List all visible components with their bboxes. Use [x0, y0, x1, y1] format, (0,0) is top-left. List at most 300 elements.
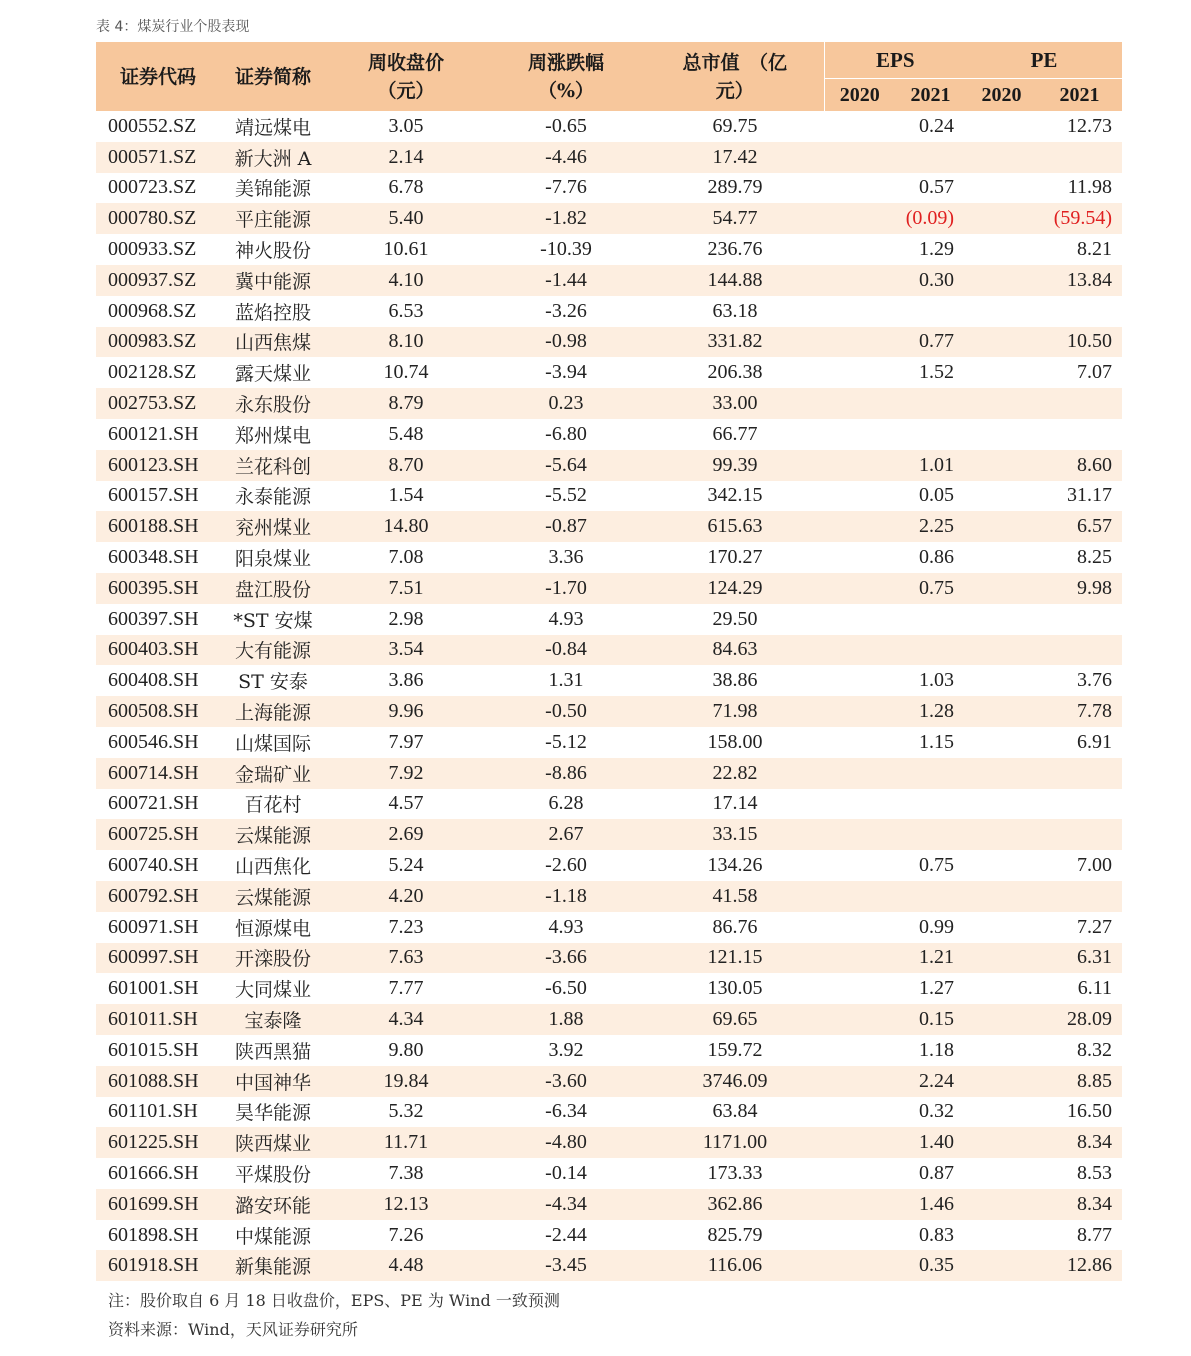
- cell-change: -4.80: [486, 1127, 646, 1158]
- header-cap-line1: 总市值 （亿: [682, 51, 787, 74]
- cell-pe-2020: [966, 142, 1037, 173]
- cell-eps-2021: 2.25: [895, 511, 966, 542]
- table-row: [96, 203, 1122, 234]
- cell-eps-2021: [895, 142, 966, 173]
- table-row: [96, 357, 1122, 388]
- cell-change: -2.60: [545, 854, 587, 877]
- header-eps: EPS: [824, 42, 966, 79]
- cell-eps-2020: [824, 881, 895, 912]
- cell-pe-2021: 13.84: [1037, 265, 1122, 296]
- table-row: [96, 1035, 1122, 1066]
- header-name: 证券简称: [220, 42, 326, 111]
- cell-price: 6.53: [388, 299, 424, 322]
- cell-eps-2020: [824, 850, 895, 881]
- cell-name: 神火股份: [234, 240, 311, 263]
- cell-pe-2021: 6.91: [1077, 730, 1113, 753]
- cell-code: 600714.SH: [96, 758, 220, 789]
- cell-eps-2021: 1.15: [919, 730, 955, 753]
- header-market-cap: [646, 42, 824, 111]
- cell-pe-2021: 3.76: [1077, 669, 1113, 692]
- cell-change: -6.80: [545, 422, 587, 445]
- cell-eps-2020: [824, 173, 895, 204]
- cell-change: 4.93: [548, 607, 584, 630]
- cell-pe-2020: [966, 481, 1037, 512]
- header-price-line1: 周收盘价: [367, 51, 444, 74]
- cell-eps-2020: [824, 573, 895, 604]
- cell-pe-2020: [966, 1035, 1037, 1066]
- cell-pe-2020: [966, 819, 1037, 850]
- cell-name: 山西焦化: [234, 856, 311, 879]
- cell-market-cap: 116.06: [646, 1250, 824, 1281]
- cell-code: 601001.SH: [108, 977, 199, 1000]
- cell-market-cap: 173.33: [707, 1161, 763, 1184]
- cell-eps-2021: 1.46: [895, 1189, 966, 1220]
- cell-eps-2021: 1.03: [919, 669, 955, 692]
- coal-stock-table: [96, 42, 1122, 1281]
- cell-change: -3.26: [545, 299, 587, 322]
- cell-eps-2021: 1.40: [895, 1127, 966, 1158]
- table-row: [96, 388, 1122, 419]
- cell-eps-2020: [824, 296, 895, 327]
- cell-name: 云煤能源: [220, 819, 326, 850]
- cell-market-cap: 17.42: [646, 142, 824, 173]
- cell-pe-2020: [966, 943, 1037, 974]
- cell-name: 郑州煤电: [234, 424, 311, 447]
- table-row: [96, 542, 1122, 573]
- footnote: 注：股价取自 6 月 18 日收盘价，EPS、PE 为 Wind 一致预测: [108, 1291, 560, 1310]
- cell-eps-2020: [824, 758, 895, 789]
- cell-eps-2021: 0.83: [919, 1223, 955, 1246]
- cell-pe-2020: [966, 357, 1037, 388]
- header-pe: PE: [966, 42, 1122, 79]
- cell-code: 600997.SH: [96, 943, 220, 974]
- table-row: [96, 234, 1122, 265]
- cell-change: 3.92: [548, 1038, 584, 1061]
- cell-code: 000933.SZ: [108, 238, 197, 261]
- cell-price: 7.26: [388, 1223, 424, 1246]
- cell-pe-2020: [966, 388, 1037, 419]
- cell-pe-2020: [966, 1220, 1037, 1251]
- cell-eps-2020: [824, 1004, 895, 1035]
- table-row: [96, 511, 1122, 542]
- cell-code: 600508.SH: [96, 696, 220, 727]
- cell-market-cap: 124.29: [646, 573, 824, 604]
- cell-eps-2020: [824, 1189, 895, 1220]
- cell-eps-2020: [824, 481, 895, 512]
- cell-eps-2021: 0.75: [919, 854, 955, 877]
- cell-change: -1.44: [486, 265, 646, 296]
- cell-price: 7.92: [326, 758, 486, 789]
- table-row: [96, 296, 1122, 327]
- cell-name: 山煤国际: [234, 732, 311, 755]
- cell-change: -5.52: [545, 484, 587, 507]
- cell-pe-2021: 8.53: [1077, 1161, 1113, 1184]
- cell-eps-2020: [824, 696, 895, 727]
- cell-code: 000937.SZ: [96, 265, 220, 296]
- cell-market-cap: 289.79: [707, 176, 763, 199]
- cell-eps-2021: [895, 819, 966, 850]
- cell-eps-2021: [895, 419, 966, 450]
- cell-code: 601918.SH: [96, 1250, 220, 1281]
- cell-code: 601225.SH: [96, 1127, 220, 1158]
- cell-market-cap: 71.98: [646, 696, 824, 727]
- table-row: [96, 573, 1122, 604]
- cell-name: 恒源煤电: [234, 917, 311, 940]
- cell-eps-2021: 0.77: [895, 327, 966, 358]
- header-change-line2: （%）: [537, 79, 595, 102]
- cell-name: 蓝焰控股: [234, 301, 311, 324]
- cell-market-cap: 158.00: [707, 730, 763, 753]
- cell-price: 19.84: [326, 1066, 486, 1097]
- cell-pe-2020: [966, 542, 1037, 573]
- cell-eps-2020: [824, 912, 895, 943]
- table-row: [96, 1004, 1122, 1035]
- cell-pe-2021: 6.57: [1037, 511, 1122, 542]
- cell-code: 601898.SH: [108, 1223, 199, 1246]
- cell-market-cap: 144.88: [646, 265, 824, 296]
- cell-code: 002753.SZ: [96, 388, 220, 419]
- cell-market-cap: 33.00: [646, 388, 824, 419]
- cell-pe-2021: [1037, 142, 1122, 173]
- cell-name: 靖远煤电: [234, 116, 311, 139]
- cell-market-cap: 170.27: [707, 546, 763, 569]
- cell-change: -1.82: [486, 203, 646, 234]
- cell-change: -0.98: [486, 327, 646, 358]
- cell-name: 兖州煤业: [220, 511, 326, 542]
- cell-pe-2021: 6.11: [1077, 977, 1113, 1000]
- cell-market-cap: 17.14: [712, 792, 758, 815]
- cell-pe-2021: 10.50: [1037, 327, 1122, 358]
- cell-name: 新集能源: [220, 1250, 326, 1281]
- cell-eps-2020: [824, 511, 895, 542]
- cell-pe-2020: [966, 850, 1037, 881]
- cell-name: 金瑞矿业: [220, 758, 326, 789]
- cell-eps-2021: 0.05: [919, 484, 955, 507]
- cell-price: 6.78: [388, 176, 424, 199]
- table-row: [96, 758, 1122, 789]
- table-row: [96, 604, 1122, 635]
- cell-name: 平庄能源: [220, 203, 326, 234]
- cell-change: -4.34: [486, 1189, 646, 1220]
- cell-change: -1.18: [486, 881, 646, 912]
- table-row: [96, 943, 1122, 974]
- cell-pe-2020: [966, 789, 1037, 820]
- table-row: [96, 1127, 1122, 1158]
- cell-code: 000552.SZ: [108, 114, 197, 137]
- cell-code: 601088.SH: [96, 1066, 220, 1097]
- cell-code: 600740.SH: [108, 854, 199, 877]
- table-row: [96, 819, 1122, 850]
- header-code: 证券代码: [96, 42, 220, 111]
- cell-code: 600397.SH: [108, 607, 199, 630]
- cell-price: 4.34: [326, 1004, 486, 1035]
- cell-market-cap: 33.15: [646, 819, 824, 850]
- table-row: [96, 327, 1122, 358]
- cell-name: ST 安泰: [238, 671, 308, 694]
- cell-pe-2021: 8.85: [1037, 1066, 1122, 1097]
- cell-change: -6.34: [545, 1100, 587, 1123]
- cell-eps-2021: 0.15: [895, 1004, 966, 1035]
- cell-code: 601015.SH: [108, 1038, 199, 1061]
- header-pe-2021: 2021: [1037, 79, 1122, 112]
- cell-price: 14.80: [326, 511, 486, 542]
- cell-eps-2020: [824, 819, 895, 850]
- cell-eps-2020: [824, 635, 895, 666]
- cell-pe-2020: [966, 1066, 1037, 1097]
- cell-pe-2020: [966, 419, 1037, 450]
- table-body: [96, 111, 1122, 1281]
- cell-pe-2020: [966, 296, 1037, 327]
- cell-pe-2020: [966, 1097, 1037, 1128]
- cell-pe-2021: 7.78: [1037, 696, 1122, 727]
- cell-price: 3.54: [326, 635, 486, 666]
- cell-market-cap: 99.39: [646, 450, 824, 481]
- cell-price: 4.20: [326, 881, 486, 912]
- cell-change: 4.93: [548, 915, 584, 938]
- cell-eps-2021: 0.75: [895, 573, 966, 604]
- cell-price: 5.48: [388, 422, 424, 445]
- cell-pe-2020: [966, 203, 1037, 234]
- cell-price: 4.10: [326, 265, 486, 296]
- cell-pe-2021: [1037, 296, 1122, 327]
- cell-market-cap: 130.05: [707, 977, 763, 1000]
- header-price-line2: （元）: [377, 79, 435, 102]
- cell-pe-2020: [966, 604, 1037, 635]
- cell-code: 600395.SH: [96, 573, 220, 604]
- cell-price: 4.48: [326, 1250, 486, 1281]
- cell-price: 5.40: [326, 203, 486, 234]
- cell-market-cap: 362.86: [646, 1189, 824, 1220]
- cell-name: 中煤能源: [234, 1225, 311, 1248]
- cell-eps-2021: 1.18: [919, 1038, 955, 1061]
- cell-name: 美锦能源: [234, 178, 311, 201]
- cell-name: 陕西煤业: [220, 1127, 326, 1158]
- table-row: [96, 850, 1122, 881]
- cell-price: 8.70: [326, 450, 486, 481]
- header-eps-2020: 2020: [824, 79, 895, 112]
- cell-eps-2020: [824, 943, 895, 974]
- cell-market-cap: 236.76: [707, 238, 763, 261]
- cell-eps-2021: 1.21: [895, 943, 966, 974]
- cell-name: 冀中能源: [220, 265, 326, 296]
- cell-market-cap: 3746.09: [646, 1066, 824, 1097]
- cell-eps-2021: 0.30: [895, 265, 966, 296]
- cell-pe-2021: 8.32: [1077, 1038, 1113, 1061]
- table-row: [96, 111, 1122, 142]
- cell-pe-2021: [1037, 604, 1122, 635]
- cell-change: -3.94: [545, 361, 587, 384]
- cell-eps-2021: 0.24: [919, 114, 955, 137]
- cell-pe-2021: 12.73: [1067, 114, 1113, 137]
- cell-code: 000983.SZ: [96, 327, 220, 358]
- header-price: [326, 42, 486, 111]
- cell-change: -3.66: [486, 943, 646, 974]
- cell-change: -10.39: [540, 238, 592, 261]
- cell-eps-2021: [895, 881, 966, 912]
- cell-pe-2020: [966, 758, 1037, 789]
- cell-pe-2021: [1037, 419, 1122, 450]
- cell-eps-2020: [824, 542, 895, 573]
- cell-change: -3.45: [486, 1250, 646, 1281]
- cell-eps-2021: 0.87: [919, 1161, 955, 1184]
- cell-code: 600721.SH: [108, 792, 199, 815]
- cell-market-cap: 69.65: [646, 1004, 824, 1035]
- cell-change: -0.87: [486, 511, 646, 542]
- cell-price: 2.98: [388, 607, 424, 630]
- cell-name: 开滦股份: [220, 943, 326, 974]
- cell-pe-2021: 6.31: [1037, 943, 1122, 974]
- table-row: [96, 881, 1122, 912]
- table-row: [96, 1097, 1122, 1128]
- cell-price: 2.69: [326, 819, 486, 850]
- cell-price: 5.32: [388, 1100, 424, 1123]
- cell-name: 陕西黑猫: [234, 1040, 311, 1063]
- cell-price: 11.71: [326, 1127, 486, 1158]
- table-row: [96, 973, 1122, 1004]
- cell-price: 3.05: [388, 114, 424, 137]
- cell-price: 10.74: [383, 361, 429, 384]
- cell-eps-2020: [824, 1127, 895, 1158]
- cell-price: 4.57: [388, 792, 424, 815]
- cell-pe-2020: [966, 1189, 1037, 1220]
- cell-market-cap: 38.86: [712, 669, 758, 692]
- cell-market-cap: 22.82: [646, 758, 824, 789]
- cell-pe-2021: 12.86: [1037, 1250, 1122, 1281]
- cell-code: 000780.SZ: [96, 203, 220, 234]
- cell-pe-2021: [1037, 881, 1122, 912]
- cell-pe-2020: [966, 665, 1037, 696]
- cell-pe-2020: [966, 912, 1037, 943]
- cell-eps-2020: [824, 604, 895, 635]
- cell-code: 000968.SZ: [108, 299, 197, 322]
- cell-code: 600792.SH: [96, 881, 220, 912]
- cell-market-cap: 41.58: [646, 881, 824, 912]
- cell-change: -5.12: [545, 730, 587, 753]
- cell-eps-2021: [895, 635, 966, 666]
- cell-eps-2021: 0.86: [919, 546, 955, 569]
- cell-pe-2020: [966, 1004, 1037, 1035]
- cell-price: 2.14: [326, 142, 486, 173]
- cell-pe-2021: 31.17: [1067, 484, 1113, 507]
- cell-eps-2020: [824, 388, 895, 419]
- table-row: [96, 1250, 1122, 1281]
- cell-pe-2021: 7.27: [1077, 915, 1113, 938]
- cell-code: 600157.SH: [108, 484, 199, 507]
- cell-eps-2021: 1.29: [919, 238, 955, 261]
- cell-pe-2020: [966, 727, 1037, 758]
- table-row: [96, 912, 1122, 943]
- cell-eps-2021: 1.52: [919, 361, 955, 384]
- cell-change: 3.36: [548, 546, 584, 569]
- cell-market-cap: 29.50: [712, 607, 758, 630]
- cell-name: 山西焦煤: [220, 327, 326, 358]
- cell-name: 云煤能源: [220, 881, 326, 912]
- header-pe-2020: 2020: [966, 79, 1037, 112]
- cell-code: 600408.SH: [108, 669, 199, 692]
- cell-code: 000723.SZ: [108, 176, 197, 199]
- cell-price: 7.97: [388, 730, 424, 753]
- cell-eps-2020: [824, 234, 895, 265]
- table-caption: 表 4：煤炭行业个股表现: [96, 19, 250, 35]
- table-row: [96, 481, 1122, 512]
- cell-price: 8.10: [326, 327, 486, 358]
- source-note: 资料来源：Wind，天风证券研究所: [108, 1320, 358, 1339]
- cell-eps-2021: 1.01: [895, 450, 966, 481]
- table-row: [96, 1158, 1122, 1189]
- cell-eps-2020: [824, 327, 895, 358]
- cell-code: 600188.SH: [96, 511, 220, 542]
- cell-pe-2021: 8.34: [1037, 1189, 1122, 1220]
- cell-eps-2021: [895, 296, 966, 327]
- table-row: [96, 696, 1122, 727]
- table-row: [96, 419, 1122, 450]
- cell-name: 兰花科创: [220, 450, 326, 481]
- cell-pe-2021: 7.07: [1077, 361, 1113, 384]
- header-cap-line2: 元）: [715, 79, 754, 102]
- cell-pe-2020: [966, 973, 1037, 1004]
- cell-price: 7.38: [388, 1161, 424, 1184]
- cell-change: -2.44: [545, 1223, 587, 1246]
- cell-name: 平煤股份: [234, 1163, 311, 1186]
- cell-pe-2020: [966, 450, 1037, 481]
- cell-eps-2020: [824, 1097, 895, 1128]
- cell-eps-2020: [824, 419, 895, 450]
- cell-price: 9.96: [326, 696, 486, 727]
- cell-pe-2020: [966, 1127, 1037, 1158]
- cell-change: -0.14: [545, 1161, 587, 1184]
- cell-eps-2020: [824, 203, 895, 234]
- cell-change: -5.64: [486, 450, 646, 481]
- cell-pe-2020: [966, 111, 1037, 142]
- cell-price: 10.61: [383, 238, 429, 261]
- cell-eps-2021: 1.27: [919, 977, 955, 1000]
- cell-change: -8.86: [486, 758, 646, 789]
- table-row: [96, 1220, 1122, 1251]
- cell-change: 0.23: [486, 388, 646, 419]
- cell-eps-2020: [824, 142, 895, 173]
- cell-code: 601101.SH: [108, 1100, 198, 1123]
- cell-pe-2021: 16.50: [1067, 1100, 1113, 1123]
- table-row: [96, 265, 1122, 296]
- cell-code: 600348.SH: [108, 546, 199, 569]
- cell-price: 7.08: [388, 546, 424, 569]
- cell-pe-2020: [966, 265, 1037, 296]
- cell-name: 阳泉煤业: [234, 548, 311, 571]
- cell-name: 中国神华: [220, 1066, 326, 1097]
- cell-pe-2021: 8.21: [1077, 238, 1113, 261]
- cell-change: 2.67: [486, 819, 646, 850]
- cell-name: 百花村: [244, 794, 302, 817]
- cell-pe-2021: 8.60: [1037, 450, 1122, 481]
- cell-name: 永东股份: [220, 388, 326, 419]
- cell-name: 大同煤业: [234, 979, 311, 1002]
- cell-change: 1.88: [486, 1004, 646, 1035]
- cell-market-cap: 63.18: [712, 299, 758, 322]
- cell-pe-2021: 8.34: [1037, 1127, 1122, 1158]
- cell-name: 盘江股份: [220, 573, 326, 604]
- cell-eps-2020: [824, 1220, 895, 1251]
- cell-market-cap: 69.75: [712, 114, 758, 137]
- cell-eps-2020: [824, 1066, 895, 1097]
- cell-name: 昊华能源: [234, 1102, 311, 1125]
- cell-code: 600725.SH: [96, 819, 220, 850]
- cell-pe-2021: 11.98: [1067, 176, 1113, 199]
- cell-eps-2020: [824, 1158, 895, 1189]
- cell-market-cap: 84.63: [646, 635, 824, 666]
- cell-pe-2021: [1037, 758, 1122, 789]
- cell-market-cap: 1171.00: [646, 1127, 824, 1158]
- cell-change: -1.70: [486, 573, 646, 604]
